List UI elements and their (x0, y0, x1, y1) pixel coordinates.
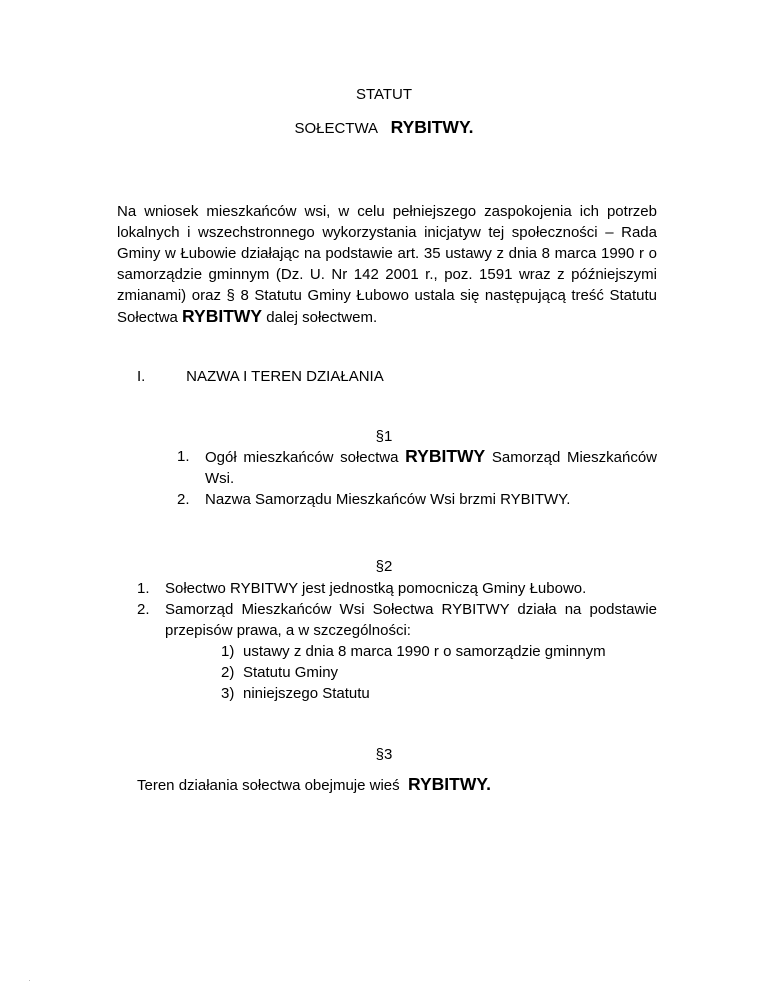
section-heading (137, 368, 384, 385)
list-item (177, 446, 657, 489)
section-title: NAZWA I TEREN DZIAŁANIA (186, 368, 384, 385)
list-item-number: 1. (177, 448, 190, 465)
paragraph-1-label: §1 (375, 428, 393, 445)
list-item (137, 599, 657, 704)
paragraph-3-label: §3 (375, 746, 393, 763)
list-item-line: Samorząd Mieszkańców Wsi Sołectwa RYBITWY działa na podstawie (165, 601, 657, 618)
paragraph-2-list (137, 578, 657, 704)
paragraph-1-list (177, 446, 657, 510)
sub-list-item-text: niniejszego Statutu (243, 685, 370, 702)
item-suffix: Samorząd Mieszkańców (491, 449, 658, 466)
intro-village-name: RYBITWY (182, 306, 263, 326)
document-title: STATUT (355, 86, 413, 103)
sub-list (165, 641, 657, 704)
item-village-name: RYBITWY (405, 446, 486, 466)
paragraph-3-text (137, 774, 491, 795)
list-item-number: 2. (137, 601, 150, 618)
paragraph-2-label: §2 (375, 558, 393, 575)
sub-list-item (221, 662, 657, 683)
list-item-number: 1. (137, 580, 150, 597)
list-item-line-2: Wsi. (205, 470, 235, 487)
list-item (137, 578, 657, 599)
intro-last-suffix: dalej sołectwem. (266, 309, 378, 326)
section-number: I. (137, 368, 146, 385)
list-item (177, 489, 657, 510)
subtitle-prefix: SOŁECTWA (294, 120, 379, 137)
list-item-number: 2. (177, 491, 190, 508)
intro-text: Na wniosek mieszkańców wsi, w celu pełniejszego zaspokojenia ich potrzeb lokalnych i wszechstronnego wykorzystania inicjatyw tej społeczności – Rada Gminy w Łubowie działając na podstawie art. 35 ustawy z dnia 8 marca 1990 r o samorządzie gminnym (Dz. U. Nr 142 2001 r., poz. 1591 wraz z późniejszymi zmianami) oraz § 8 Statutu Gminy Łubowo ustala się następującą treść Statutu (117, 203, 657, 304)
sub-list-item-number: 3) (221, 685, 235, 702)
document-subtitle (0, 117, 768, 138)
list-item-line (205, 446, 657, 468)
sub-list-item (221, 683, 657, 704)
list-item-text: Sołectwo RYBITWY jest jednostką pomocniczą Gminy Łubowo. (165, 580, 587, 597)
p3-text-prefix: Teren działania sołectwa obejmuje wieś (137, 777, 400, 794)
sub-list-item-text: ustawy z dnia 8 marca 1990 r o samorządzie gminnym (243, 643, 606, 660)
sub-list-item-text: Statutu Gminy (243, 664, 339, 681)
list-item-line-2: przepisów prawa, a w szczególności: (165, 622, 411, 639)
subtitle-village-name: RYBITWY. (390, 117, 474, 137)
sub-list-item (221, 641, 657, 662)
sub-list-item-number: 2) (221, 664, 235, 681)
item-prefix: Ogół mieszkańców sołectwa (205, 449, 399, 466)
page-speck (29, 980, 30, 981)
intro-last-prefix: Sołectwa (117, 309, 178, 326)
sub-list-item-number: 1) (221, 643, 235, 660)
list-item-text: Nazwa Samorządu Mieszkańców Wsi brzmi RYBITWY. (205, 491, 571, 508)
p3-village-name: RYBITWY. (407, 774, 491, 794)
intro-paragraph (117, 201, 657, 328)
